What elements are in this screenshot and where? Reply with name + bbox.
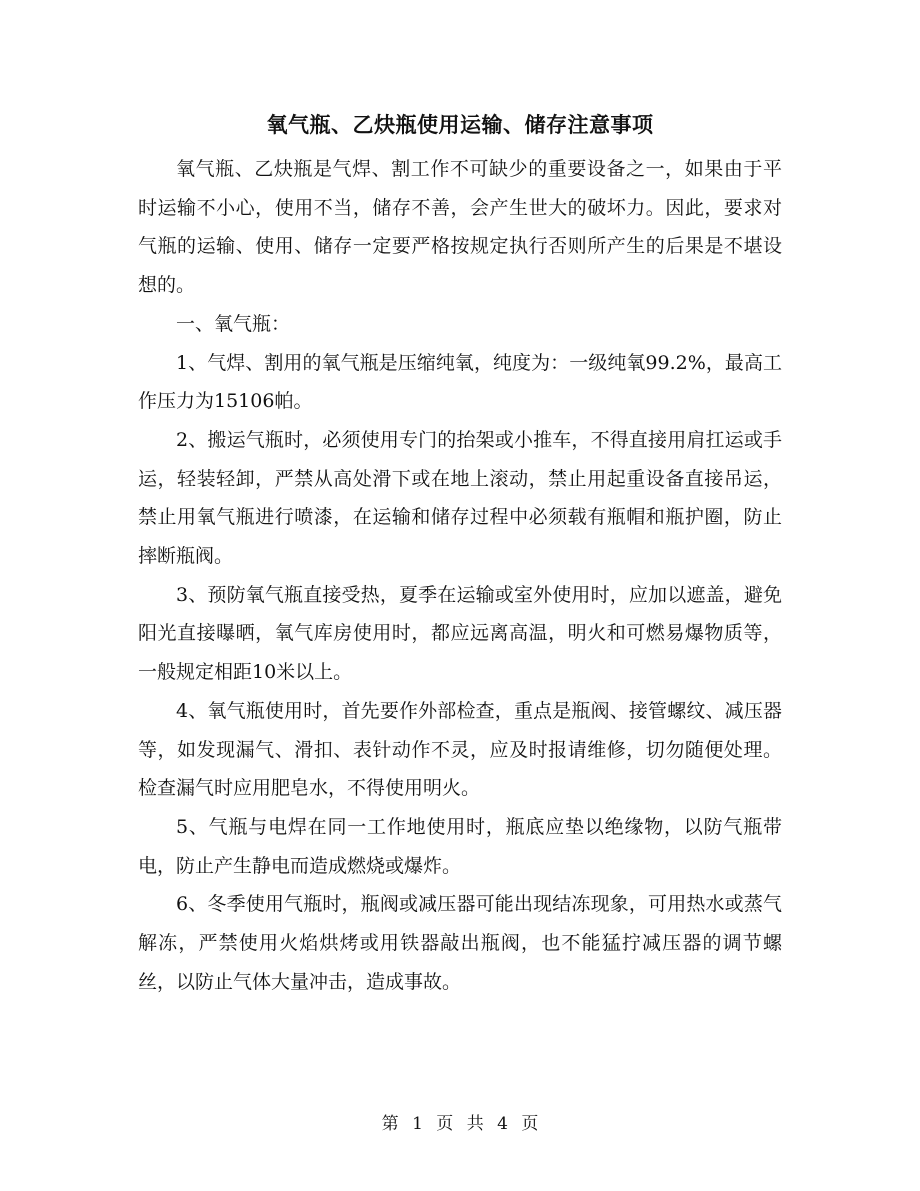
- total-page-count: 4: [497, 1114, 508, 1134]
- rule-paragraph-2: 2、搬运气瓶时，必须使用专门的抬架或小推车，不得直接用肩扛运或手运，轻装轻卸，严禁从高处滑下或在地上滚动，禁止用起重设备直接吊运，禁止用氧气瓶进行喷漆，在运输和储存过程中必须载有瓶帽和瓶护圈，防止摔断瓶阀。: [138, 428, 782, 568]
- intro-paragraph: 氧气瓶、乙炔瓶是气焊、割工作不可缺少的重要设备之一，如果由于平时运输不小心，使用不当，储存不善，会产生世大的破坏力。因此，要求对气瓶的运输、使用、储存一定要严格按规定执行否则所产生的后果是不堪设想的。: [138, 158, 782, 297]
- rule-paragraph-6: 6、冬季使用气瓶时，瓶阀或减压器可能出现结冻现象，可用热水或蒸气解冻，严禁使用火焰烘烤或用铁器敲出瓶阀，也不能猛拧减压器的调节螺丝，以防止气体大量冲击，造成事故。: [138, 893, 782, 993]
- document-body: [138, 150, 782, 1001]
- current-page-number: 1: [412, 1114, 423, 1134]
- rule-paragraph-4: 4、氧气瓶使用时，首先要作外部检查，重点是瓶阀、接管螺纹、减压器等，如发现漏气、滑扣、表针动作不灵，应及时报请维修，切勿随便处理。检查漏气时应用肥皂水，不得使用明火。: [138, 699, 782, 800]
- page-footer: [0, 1112, 920, 1136]
- rule-paragraph-1: 1、气焊、割用的氧气瓶是压缩纯氧，纯度为：一级纯氧99.2%，最高工作压力为15106帕。: [138, 351, 782, 413]
- section-heading-oxygen-cylinder: 一、氧气瓶：: [176, 312, 291, 335]
- footer-page-word: 页: [436, 1114, 454, 1134]
- footer-prefix: 第: [381, 1114, 399, 1134]
- rule-paragraph-3: 3、预防氧气瓶直接受热，夏季在运输或室外使用时，应加以遮盖，避免阳光直接曝晒，氧气库房使用时，都应远离高温，明火和可燃易爆物质等，一般规定相距10米以上。: [138, 583, 782, 684]
- footer-suffix: 页: [521, 1114, 539, 1134]
- footer-total-word: 共: [466, 1114, 484, 1134]
- page-title: 氧气瓶、乙炔瓶使用运输、储存注意事项: [266, 112, 654, 137]
- rule-paragraph-5: 5、气瓶与电焊在同一工作地使用时，瓶底应垫以绝缘物，以防气瓶带电，防止产生静电而造成燃烧或爆炸。: [138, 815, 782, 877]
